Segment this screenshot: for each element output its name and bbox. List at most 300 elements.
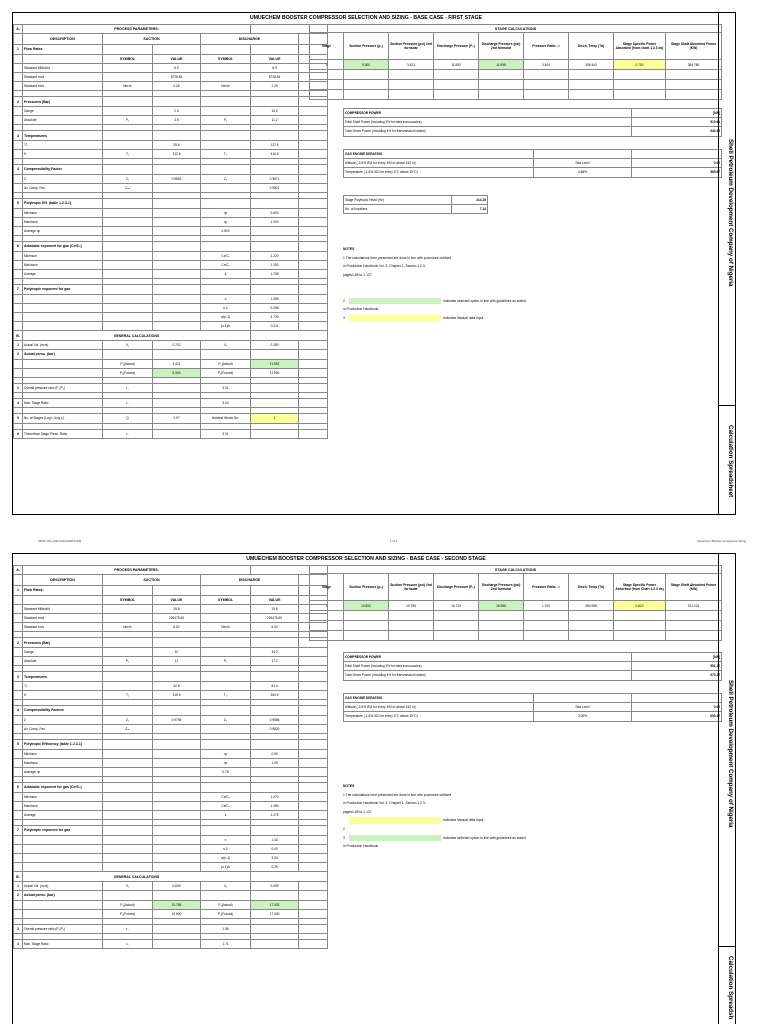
altitude-derating-label: Altitude (-3.6% ISO for every 300 m above 150 m)	[344, 159, 534, 168]
suction-value: 3.5	[153, 116, 201, 125]
discharge-symbol	[201, 140, 251, 149]
row-number	[14, 82, 23, 91]
suction-value: 11	[153, 657, 201, 666]
row-number	[14, 251, 23, 260]
table-row	[14, 740, 328, 750]
row-number	[14, 758, 23, 767]
suction-value	[153, 199, 201, 209]
discharge-symbol	[201, 183, 251, 192]
discharge-symbol: n	[201, 294, 251, 303]
empty-cell	[299, 740, 328, 750]
stage-value: 1.700	[524, 601, 569, 611]
discharge-symbol	[201, 350, 251, 360]
discharge-symbol	[201, 165, 251, 175]
suction-symbol	[103, 226, 153, 235]
suction-value: 10	[153, 647, 201, 656]
row-description	[23, 368, 103, 377]
discharge-value	[251, 783, 299, 793]
table-row	[14, 131, 328, 141]
empty-cell	[299, 724, 328, 733]
table-row	[14, 251, 328, 260]
table-row	[14, 140, 328, 149]
company-name: Shell Petroleum Development Company of Nigeria	[727, 680, 734, 828]
discharge-value: 0.296	[251, 303, 299, 312]
suction-value: 226475.60	[153, 614, 201, 623]
suction-symbol	[103, 350, 153, 360]
altitude-derating-level: Sea Level	[534, 703, 632, 712]
row-description: Standard m³/d	[23, 614, 103, 623]
stage-calculations-table	[309, 24, 722, 100]
row-number: 2	[14, 350, 23, 360]
stage-header-row	[310, 33, 722, 60]
discharge-symbol	[201, 672, 251, 682]
company-name: Shell Petroleum Development Company of Nigeria	[727, 139, 734, 287]
row-number	[14, 614, 23, 623]
table-row	[14, 863, 328, 872]
table-row	[14, 595, 328, 604]
suction-symbol: rₛ	[103, 429, 153, 438]
table-row	[14, 359, 328, 368]
empty-cell	[299, 303, 328, 312]
suction-symbol	[103, 242, 153, 252]
green-legend-text-cont: in Production Handbook.	[343, 844, 380, 849]
suction-value	[153, 863, 201, 872]
stage-value: 0.820	[614, 601, 666, 611]
table-row	[14, 891, 328, 901]
discharge-value: 1.270	[251, 792, 299, 801]
suction-symbol: T₁	[103, 691, 153, 700]
stage-column-header: Discharge Pressure (P₂)	[434, 574, 479, 601]
table-row	[14, 724, 328, 733]
suction-symbol	[103, 681, 153, 690]
suction-symbol	[103, 749, 153, 758]
row-number	[14, 140, 23, 149]
empty-cell	[299, 226, 328, 235]
row-number	[14, 73, 23, 82]
section-label: B.	[14, 872, 23, 882]
suction-symbol	[103, 97, 153, 107]
suction-symbol	[103, 767, 153, 776]
document-sidebar	[718, 13, 735, 514]
discharge-value	[251, 384, 299, 393]
suction-value	[153, 672, 201, 682]
discharge-symbol: n/(n-1)	[201, 313, 251, 322]
row-number: 3	[14, 925, 23, 934]
suction-symbol: rₛ	[103, 399, 153, 408]
row-description: Maximum	[23, 217, 103, 226]
note-line: in Production Handbook Vol. 9, Chapter 1, Section 1.2.3;	[343, 264, 426, 269]
note-line: pages1-89 to 1-137.	[343, 809, 373, 814]
table-row	[14, 414, 328, 423]
suction-value	[153, 285, 201, 295]
row-description: Average	[23, 270, 103, 279]
suction-value: 3.431	[153, 359, 201, 368]
discharge-header: DISCHARGE	[201, 575, 299, 586]
stage-column-header: Suction Pressure (psi) 2nd formular	[389, 574, 434, 601]
row-description: No. of Stages (Log r₀/Log rₛ)	[23, 414, 103, 423]
suction-value	[153, 801, 201, 810]
suction-value: 2.26	[153, 82, 201, 91]
stage-calculations-heading: STAGE CALCULATIONS	[310, 566, 722, 574]
row-number	[14, 854, 23, 863]
suction-value: 0.9862	[153, 174, 201, 183]
row-description: Actual Vol. (m³/s)	[23, 881, 103, 890]
discharge-symbol: Cᴘ/Cᵥ	[201, 251, 251, 260]
row-description: Temperatures	[23, 131, 103, 141]
power-unit: [kW]	[632, 653, 722, 662]
empty-cell	[299, 251, 328, 260]
suction-symbol: T₁	[103, 150, 153, 159]
row-number	[14, 183, 23, 192]
discharge-symbol: P₂(Forced)	[201, 909, 251, 918]
discharge-value: 3.33	[251, 854, 299, 863]
discharge-symbol: V₂	[201, 340, 251, 349]
suction-header: SUCTION	[103, 34, 201, 45]
row-number: 3	[14, 131, 23, 141]
stage-value: 321.101	[666, 601, 722, 611]
suction-value	[153, 758, 201, 767]
suction-value: 2.5	[153, 106, 201, 115]
note-line: 1 The calculations here presented are done in line with procedure outlined	[343, 255, 452, 260]
table-row	[14, 783, 328, 793]
row-description	[23, 595, 103, 604]
suction-symbol	[103, 801, 153, 810]
row-description: °C	[23, 140, 103, 149]
temperature-derating-percent: 4.68%	[534, 168, 632, 177]
compressor-power-box	[343, 108, 722, 145]
table-row	[14, 45, 328, 55]
empty-cell	[299, 672, 328, 682]
suction-value	[153, 260, 201, 269]
row-number	[14, 368, 23, 377]
row-number: 6	[14, 242, 23, 252]
suction-symbol: rₛ	[103, 940, 153, 949]
table-row	[14, 811, 328, 820]
discharge-value	[251, 638, 299, 648]
empty-cell	[299, 783, 328, 793]
suction-value	[153, 767, 201, 776]
table-row	[14, 368, 328, 377]
green-legend-swatch	[349, 835, 441, 842]
impellers-value: 7.14	[452, 205, 488, 214]
derating-heading: GAS ENGINE DERATING	[344, 694, 534, 703]
general-calculation-rows	[14, 881, 328, 948]
row-description: Gauge	[23, 106, 103, 115]
empty-cell	[299, 285, 328, 295]
suction-symbol	[103, 313, 153, 322]
suction-value	[153, 313, 201, 322]
row-number	[14, 623, 23, 632]
empty-cell	[299, 384, 328, 393]
discharge-header: DISCHARGE	[201, 34, 299, 45]
empty-cell	[299, 792, 328, 801]
suction-symbol	[103, 604, 153, 613]
row-number	[14, 604, 23, 613]
suction-value: 6.52	[153, 623, 201, 632]
suction-symbol	[103, 844, 153, 853]
row-number	[14, 106, 23, 115]
discharge-value	[251, 226, 299, 235]
row-description: Standard MMscf/d	[23, 604, 103, 613]
row-number	[14, 657, 23, 666]
discharge-symbol: 3.04	[201, 399, 251, 408]
discharge-symbol: P₂	[201, 657, 251, 666]
note-number: 2	[343, 826, 345, 831]
row-number	[14, 208, 23, 217]
suction-value: 42.8	[153, 681, 201, 690]
stage-value: 380.958	[569, 601, 614, 611]
row-number	[14, 681, 23, 690]
discharge-value	[251, 826, 299, 836]
table-row	[14, 715, 328, 724]
empty-cell	[299, 199, 328, 209]
row-description	[23, 294, 103, 303]
empty-cell	[299, 429, 328, 438]
table-row	[14, 150, 328, 159]
empty-cell	[299, 399, 328, 408]
row-number	[14, 724, 23, 733]
row-description	[23, 863, 103, 872]
empty-cell	[299, 681, 328, 690]
discharge-symbol: 3.01	[201, 384, 251, 393]
row-number	[14, 174, 23, 183]
discharge-symbol: k	[201, 811, 251, 820]
table-row	[14, 429, 328, 438]
suction-symbol	[103, 251, 153, 260]
green-legend-text: Indicates selected option in line with guidelines as stated	[443, 298, 526, 303]
green-legend-swatch	[349, 298, 441, 305]
yellow-legend-text: Indicates Manual data input.	[443, 315, 485, 320]
suction-value	[153, 242, 201, 252]
note-line: in Production Handbook Vol. 9, Chapter 1, Section 1.2.3;	[343, 801, 426, 806]
row-description: Pressures (Bar)	[23, 638, 103, 648]
suction-value	[153, 131, 201, 141]
row-description	[23, 900, 103, 909]
discharge-symbol: n-1	[201, 303, 251, 312]
suction-value	[153, 854, 201, 863]
discharge-symbol: ηᴘ	[201, 758, 251, 767]
sheet-first-stage	[12, 12, 736, 515]
discharge-value: 1.000	[251, 217, 299, 226]
suction-symbol: P₁(Forced)	[103, 368, 153, 377]
empty-cell	[299, 106, 328, 115]
table-row	[14, 801, 328, 810]
row-description: Temperatures	[23, 672, 103, 682]
stage-column-header: Disch. Temp (Td)	[569, 574, 614, 601]
temperature-derating-value: 565.67	[632, 168, 722, 177]
discharge-symbol	[201, 131, 251, 141]
table-row	[14, 313, 328, 322]
row-description: Overall pressure ratio (P₂/P₁)	[23, 384, 103, 393]
empty-cell	[299, 940, 328, 949]
row-number	[14, 270, 23, 279]
suction-symbol: Zₐᵥ	[103, 183, 153, 192]
table-row	[14, 82, 328, 91]
suction-value: 10.785	[153, 900, 201, 909]
stage-values-row	[310, 60, 722, 70]
row-number	[14, 749, 23, 758]
suction-symbol	[103, 647, 153, 656]
suction-symbol	[103, 783, 153, 793]
stage-column-header: Stage Specific Power Absorbed (from chart 1.2.3 ds)	[614, 33, 666, 60]
discharge-value	[251, 165, 299, 175]
row-number: 2	[14, 97, 23, 107]
discharge-value: 17.000	[251, 909, 299, 918]
discharge-value: 0.211	[251, 322, 299, 331]
stage-value: 3.404	[524, 60, 569, 70]
discharge-symbol: Nm³/s	[201, 623, 251, 632]
footer-doc-title: Umuechem Booster Compressor Sizing	[696, 539, 746, 543]
row-number	[14, 226, 23, 235]
table-row	[14, 854, 328, 863]
discharge-value: 0.29	[251, 863, 299, 872]
row-description	[23, 54, 103, 63]
suction-value	[153, 399, 201, 408]
note-number: 3	[343, 315, 345, 320]
discharge-value	[251, 767, 299, 776]
empty-cell	[299, 165, 328, 175]
row-number	[14, 909, 23, 918]
discharge-symbol: k	[201, 270, 251, 279]
table-row	[14, 350, 328, 360]
discharge-symbol	[201, 73, 251, 82]
discharge-symbol: (n-1)/n	[201, 863, 251, 872]
suction-symbol	[103, 270, 153, 279]
suction-value	[153, 429, 201, 438]
suction-value	[153, 294, 201, 303]
row-number: 2	[14, 891, 23, 901]
table-row	[14, 940, 328, 949]
altitude-derating-label: Altitude (-3.6% ISO for every 300 m above 150 m)	[344, 703, 534, 712]
discharge-value	[251, 350, 299, 360]
discharge-value: 1.280	[251, 801, 299, 810]
suction-symbol: P₁(Forced)	[103, 909, 153, 918]
discharge-value: 11.990	[251, 368, 299, 377]
row-description: Maximum	[23, 260, 103, 269]
table-row	[14, 399, 328, 408]
total-shaft-power-label: Total Shaft Power (Including 5% for data inaccuracies)	[344, 118, 632, 127]
table-row	[14, 925, 328, 934]
total-shaft-power-value: 551.17	[632, 662, 722, 671]
discharge-value: 0.280	[251, 340, 299, 349]
discharge-value: 1.220	[251, 251, 299, 260]
suction-value: 0.839	[153, 881, 201, 890]
row-description: Minimum	[23, 792, 103, 801]
process-parameters-heading: PROCESS PARAMETERS:	[23, 25, 251, 34]
discharge-symbol: V₂	[201, 881, 251, 890]
description-header: DESCRIPTION	[23, 34, 103, 45]
general-calculation-rows	[14, 340, 328, 438]
stage-column-header: Disch. Temp (Td)	[569, 33, 614, 60]
row-number	[14, 835, 23, 844]
temperature-derating-label: Temperature (-1.6% ISO for every 5°C above 30°C)	[344, 168, 534, 177]
row-number	[14, 811, 23, 820]
row-description: Z	[23, 174, 103, 183]
discharge-symbol	[201, 681, 251, 690]
section-label: A.	[14, 566, 23, 575]
table-row	[14, 217, 328, 226]
discharge-symbol: P₂	[201, 116, 251, 125]
row-description	[23, 322, 103, 331]
empty-cell	[299, 826, 328, 836]
suction-symbol	[103, 811, 153, 820]
discharge-value: 0.9820	[251, 724, 299, 733]
discharge-symbol: Z₂	[201, 174, 251, 183]
row-description: Absolute	[23, 657, 103, 666]
table-row	[14, 844, 328, 853]
row-number	[14, 767, 23, 776]
discharge-value: VALUE	[251, 595, 299, 604]
empty-cell	[299, 891, 328, 901]
discharge-symbol: ηᴘ	[201, 208, 251, 217]
row-number	[14, 900, 23, 909]
yellow-legend-swatch	[349, 315, 441, 322]
empty-cell	[299, 313, 328, 322]
suction-symbol	[103, 106, 153, 115]
row-number	[14, 313, 23, 322]
suction-value: 19.8	[153, 604, 201, 613]
suction-symbol	[103, 73, 153, 82]
table-row	[14, 73, 328, 82]
suction-value: 5.300	[153, 368, 201, 377]
row-number	[14, 595, 23, 604]
section-label: A.	[14, 25, 23, 34]
footer-page-number: 1 of 2	[390, 539, 397, 543]
discharge-value	[251, 131, 299, 141]
row-description	[23, 313, 103, 322]
table-row	[14, 165, 328, 175]
table-row	[14, 260, 328, 269]
empty-cell	[299, 925, 328, 934]
stage-column-header: Discharge Pressure (P₂)	[434, 33, 479, 60]
table-row	[14, 303, 328, 312]
sheet-title: UMUECHEM BOOSTER COMPRESSOR SELECTION AND SIZING - BASE CASE - FIRST STAGE	[13, 13, 719, 25]
suction-symbol: Nm³/s	[103, 82, 153, 91]
discharge-value: 1.235	[251, 270, 299, 279]
discharge-symbol: P₂(Actual)	[201, 359, 251, 368]
discharge-value: 410.6	[251, 150, 299, 159]
discharge-symbol	[201, 740, 251, 750]
row-description: °C	[23, 681, 103, 690]
discharge-symbol: ηᴘ	[201, 749, 251, 758]
table-row	[14, 208, 328, 217]
row-description: Actual press. (bar)	[23, 891, 103, 901]
row-description: Overall pressure ratio (P₂/P₁)	[23, 925, 103, 934]
empty-cell	[299, 414, 328, 423]
empty-cell	[299, 131, 328, 141]
discharge-value: 19.8	[251, 604, 299, 613]
row-description	[23, 844, 103, 853]
derating-heading: GAS ENGINE DERATING	[344, 150, 534, 159]
discharge-symbol: P₂(Forced)	[201, 368, 251, 377]
suction-symbol	[103, 303, 153, 312]
row-number	[14, 63, 23, 72]
suction-symbol: SYMBOL	[103, 595, 153, 604]
table-row	[14, 322, 328, 331]
row-description: Average ηᴘ	[23, 226, 103, 235]
row-number: 1	[14, 586, 23, 596]
stage-value: 5.300	[344, 60, 389, 70]
row-description: Av. Comp. Fac	[23, 724, 103, 733]
suction-header: SUCTION	[103, 575, 201, 586]
suction-symbol	[103, 586, 153, 596]
suction-value: 0.702	[153, 340, 201, 349]
row-description: Max. Stage Ratio	[23, 399, 103, 408]
row-description: Polytropic Efficiency (table 1.2.3-1)	[23, 740, 103, 750]
table-row	[14, 97, 328, 107]
table-row	[14, 749, 328, 758]
stage-value: 0.750	[614, 60, 666, 70]
